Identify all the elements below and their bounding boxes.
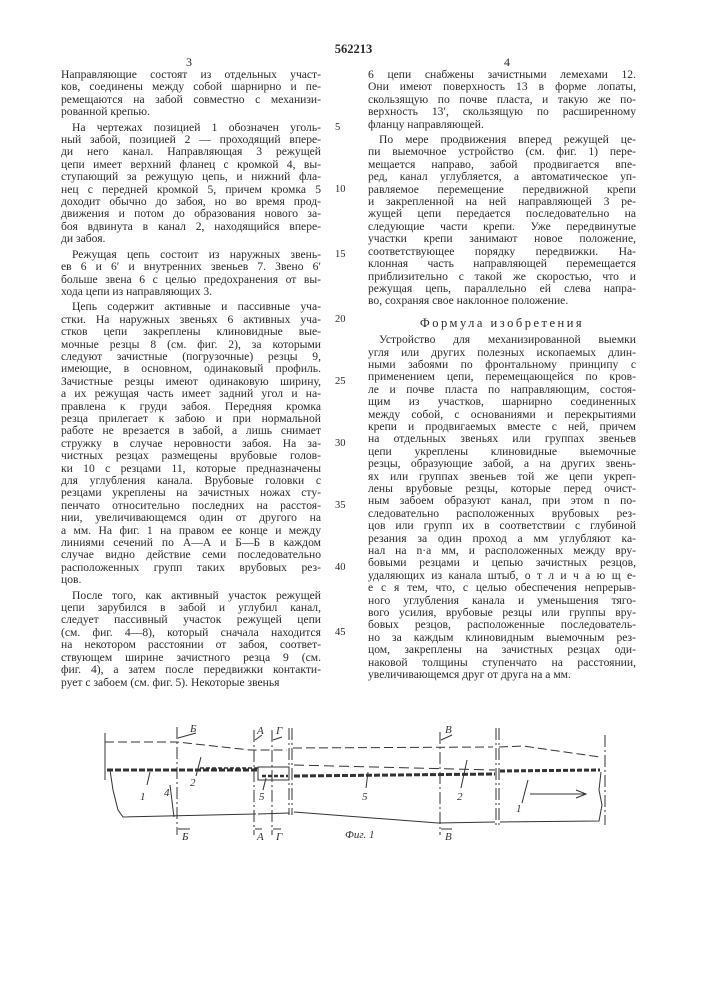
figure-caption: Фиг. 1 bbox=[345, 829, 375, 841]
text-line-content: Устройство для механизированной выемки bbox=[379, 333, 636, 346]
page-number-right: 4 bbox=[504, 55, 510, 70]
text-line-content: движения и потом до образования нового за- bbox=[61, 207, 321, 220]
text-line-content: между собой, с основаниями и перекрытиями bbox=[368, 408, 636, 421]
text-line-content: цепи имеет верхний фланец с кромкой 4, вы- bbox=[61, 158, 321, 171]
text-line-content: цов или групп их в соответствии с глубиной bbox=[368, 519, 636, 532]
text-line-content: фиг. 4), а затем после передвижки контакти- bbox=[61, 663, 321, 676]
text-line-content: ный забой, позицией 2 — проходящий впере- bbox=[61, 133, 321, 146]
text-line-content: Направляющие состоят из отдельных участ- bbox=[61, 68, 321, 81]
text-line-content: на отдельных звеньях или группах звеньев bbox=[368, 432, 636, 445]
text-line-content: работе не врезается в забой, а лишь снимает bbox=[61, 424, 321, 437]
line-number-marker: 25 bbox=[335, 376, 346, 388]
text-line-content: приблизительно с такой же скоростью, что и bbox=[368, 270, 636, 283]
text-line-content: Они имеют поверхность 13 в форме лопаты, bbox=[368, 80, 636, 93]
text-line-content: линиями сечений по А—А и Б—Б в каждом bbox=[61, 536, 321, 549]
text-line-content: щим из участков, шарнирно соединенных bbox=[368, 395, 636, 408]
text-line-content: но за каждым клиновидным выемочным рез- bbox=[368, 631, 636, 644]
text-line-content: ным забоем образуют канал, при этом n по- bbox=[368, 494, 636, 507]
text-line-content: хода цепи из направляющих 3. bbox=[61, 285, 212, 298]
text-line-content: цов. bbox=[61, 573, 81, 586]
text-line-content: цепи зарубился в забой и углубил канал, bbox=[61, 601, 321, 614]
text-line-content: следуют зачистные (погрузочные) резцы 9, bbox=[61, 350, 321, 363]
text-line-content: рованной крепью. bbox=[61, 105, 150, 118]
text-line-content: е с я тем, что, с целью обеспечения непрерыв- bbox=[368, 581, 636, 594]
section-label-b-top: Б bbox=[189, 723, 197, 735]
text-line-content: Цепь содержит активные и пассивные уча- bbox=[72, 300, 321, 313]
line-number-marker: 20 bbox=[335, 314, 346, 326]
text-line-content: верхность 13′, скользящую по расширенному bbox=[368, 105, 636, 118]
text-line-content: ными забоями по фронтальному принципу с bbox=[368, 358, 636, 371]
text-line-content: ствующем ширине зачистного резца 9 (см. bbox=[61, 651, 321, 664]
text-line-content: ного углубления канала и уменьшения тяго- bbox=[368, 594, 636, 607]
text-line-content: удаляющих из канала штыб, о т л и ч а ю щ е- bbox=[368, 569, 636, 582]
section-label-a-bottom: А bbox=[256, 831, 264, 843]
text-line-content: ди забоя. bbox=[61, 232, 105, 245]
lower-contour-sloped bbox=[294, 812, 495, 823]
text-line-content: цепи укреплены клиновидные выемочные bbox=[368, 445, 636, 458]
text-line-content: По мере продвижения вперед режущей це- bbox=[379, 133, 636, 146]
figure-1-drawing bbox=[0, 0, 707, 1000]
text-line-content: случае видно действие семи последовательно bbox=[61, 548, 321, 561]
section-label-v-bottom: В bbox=[445, 831, 452, 843]
line-number-marker: 15 bbox=[335, 249, 346, 261]
section-label-b-bottom: Б bbox=[181, 831, 189, 843]
text-line-content: стружку в случае неровности забоя. На за- bbox=[61, 437, 321, 450]
text-line-content: доходит обычно до забоя, но во время прод- bbox=[61, 195, 321, 208]
text-line-content: ков, соединены между собой шарнирно и пе- bbox=[61, 80, 321, 93]
text-line-content: стки. На наружных звеньях 6 активных уча- bbox=[61, 313, 321, 326]
text-line-content: применением цепи, перемещающейся по кров- bbox=[368, 370, 636, 383]
text-line-content: пенчато относительно последних на расстоя- bbox=[61, 499, 321, 512]
label-part-2: 2 bbox=[190, 777, 196, 789]
text-line-content: пи выемочное устройство (см. фиг. 1) пере- bbox=[368, 145, 636, 158]
upper-contour-line bbox=[105, 742, 287, 750]
lower-contour-middle bbox=[258, 813, 289, 814]
text-line-content: расположенных групп таких врубовых рез- bbox=[61, 561, 321, 574]
line-number-marker: 5 bbox=[335, 122, 340, 134]
text-line-content: имеющие, в основном, одинаковый профиль. bbox=[61, 362, 321, 375]
text-line-content: правлена к груди забоя. Передняя кромка bbox=[61, 400, 321, 413]
text-line-content: лены врубовые резцы, которые перед очист- bbox=[368, 482, 636, 495]
text-line-content: жущей цепи передается последовательно на bbox=[368, 207, 636, 220]
label-part-1b: 1 bbox=[516, 803, 522, 815]
section-label-g-bottom: Г bbox=[275, 831, 283, 843]
label-part-2b: 2 bbox=[457, 791, 463, 803]
text-line-content: ки 10 с резцами 11, которые предназначены bbox=[61, 462, 321, 475]
claims-heading: Формула изобретения bbox=[368, 317, 636, 329]
text-line-content: угля или других полезных ископаемых длин- bbox=[368, 346, 636, 359]
text-line-content: участки крепи занимают новое положение, bbox=[368, 232, 636, 245]
coal-seam-strip-middle bbox=[294, 774, 495, 776]
text-line-content: нии, увеличивающемся один от другого на bbox=[61, 511, 321, 524]
section-label-v-top: В bbox=[445, 724, 452, 736]
text-line-content: равляемое перемещение передвижной крепи bbox=[368, 183, 636, 196]
label-part-5b: 5 bbox=[362, 791, 368, 803]
label-part-4: 4 bbox=[164, 787, 170, 799]
text-line-content: резца прилегает к забою и при нормальной bbox=[61, 412, 321, 425]
label-part-1: 1 bbox=[140, 791, 146, 803]
page-number-left: 3 bbox=[186, 55, 192, 70]
text-line-content: бовых резцов, расположенные последователь- bbox=[368, 618, 636, 631]
text-line-content: для углубления канала. Врубовые головки с bbox=[61, 474, 321, 487]
text-line-content: соответствующее порядку передвижки. На- bbox=[368, 245, 636, 258]
patent-number: 562213 bbox=[0, 42, 707, 57]
text-line-content: ремещаются на забой совместно с механизи- bbox=[61, 93, 321, 106]
text-line-content: ред, канал углубляется, а автоматическое уп- bbox=[368, 170, 636, 183]
text-line-content: ев 6 и 6′ и внутренних звеньев 7. Звено 6′ bbox=[61, 260, 321, 273]
text-line-content: боя вдвинута в канал 2, находящийся впере- bbox=[61, 220, 321, 233]
text-line-content: наковой толщины ступенчато на расстоянии, bbox=[368, 656, 636, 669]
text-line-content: a мм. На фиг. 1 на правом ее конце и между bbox=[61, 524, 321, 537]
text-line-content: режущая цепь, параллельно ей слева напра- bbox=[368, 282, 636, 295]
line-number-marker: 10 bbox=[335, 184, 346, 196]
text-line-content: нал на n·a мм, и расположенных между вру- bbox=[368, 544, 636, 557]
text-line-content: 6 цепи снабжены зачистными лемехами 12. bbox=[368, 68, 636, 81]
text-line-content: резания за один проход a мм углубляют ка- bbox=[368, 532, 636, 545]
text-line-content: следует пассивный участок режущей цепи bbox=[61, 613, 321, 626]
text-line-content: во, сохраняя свое наклонное положение. bbox=[368, 294, 568, 307]
label-part-5: 5 bbox=[259, 791, 265, 803]
text-line-content: рует с забоем (см. фиг. 5). Некоторые звенья bbox=[61, 676, 279, 689]
text-line-content: Режущая цепь состоит из наружных звень- bbox=[72, 248, 321, 261]
text-line-content: а их режущая часть имеет задний угол и на- bbox=[61, 387, 321, 400]
text-line-content: ди него канал. Направляющая 3 режущей bbox=[61, 145, 321, 158]
text-line-content: резцы, образующие забой, а на других звень- bbox=[368, 457, 636, 470]
text-line-content: клонная часть направляющей перемещается bbox=[368, 257, 636, 270]
text-line-content: ях или группах звеньев той же цепи укреп- bbox=[368, 470, 636, 483]
upper-contour-line-right bbox=[499, 746, 600, 757]
text-line-content: вого усилия, врубовые резцы или группы вру- bbox=[368, 606, 636, 619]
text-line-content: скользящую по почве пласта, и такую же по- bbox=[368, 93, 636, 106]
text-line-content: ле и почве пласта по направляющим, состоя- bbox=[368, 383, 636, 396]
section-label-g-top: Г bbox=[275, 725, 283, 737]
text-line-content: мещается направо, забой продвигается впе- bbox=[368, 158, 636, 171]
line-number-marker: 40 bbox=[335, 562, 346, 574]
text-line-content: чистных резцах размещены врубовые голов- bbox=[61, 449, 321, 462]
text-line-content: мочные резцы 8 (см. фиг. 2), за которыми bbox=[61, 338, 321, 351]
coal-seam-strip-right bbox=[500, 770, 600, 771]
text-line-content: следующие части крепи. Уже передвинутые bbox=[368, 220, 636, 233]
text-line-content: и закрепленной на ней направляющей 3 ре- bbox=[368, 195, 636, 208]
upper-contour-line-middle bbox=[293, 747, 493, 748]
text-line-content: на некотором расстоянии от забоя, соответ- bbox=[61, 638, 321, 651]
text-line-content: увеличивающемся друг от друга на a мм. bbox=[368, 668, 571, 681]
line-number-marker: 35 bbox=[335, 500, 346, 512]
text-line-content: фланцу направляющей. bbox=[368, 118, 484, 131]
text-line-content: ступающий за режущую цепь, и нижний фла- bbox=[61, 170, 321, 183]
text-line-content: После того, как активный участок режущей bbox=[72, 589, 321, 602]
text-line-content: следовательно расположенных врубовых рез- bbox=[368, 507, 636, 520]
text-line-content: На чертежах позицией 1 обозначен уголь- bbox=[72, 121, 321, 134]
text-line-content: больше звена 6 с целью предохранения от вы- bbox=[61, 273, 321, 286]
text-line-content: стков цепи закреплены клиновидные вые- bbox=[61, 325, 321, 338]
channel-box bbox=[258, 767, 289, 780]
lower-contour-left bbox=[110, 770, 256, 817]
text-line-content: бовыми резцами и цепью зачистных резцов, bbox=[368, 556, 636, 569]
text-line-content: нец с передней кромкой 5, причем кромка 5 bbox=[61, 183, 321, 196]
line-number-marker: 30 bbox=[335, 438, 346, 450]
text-line-content: резцами укреплены на зачистных ножах сту- bbox=[61, 486, 321, 499]
text-line-content: цом, закреплены на зачистных резцах оди- bbox=[368, 643, 636, 656]
text-line-content: Зачистные резцы имеют одинаковую ширину, bbox=[61, 375, 321, 388]
line-number-marker: 45 bbox=[335, 627, 346, 639]
section-label-a-top: А bbox=[256, 725, 264, 737]
text-line-content: крепи и продвигаемых вместе с ней, причем bbox=[368, 420, 636, 433]
text-line-content: (см. фиг. 4—8), который сначала находится bbox=[61, 626, 321, 639]
